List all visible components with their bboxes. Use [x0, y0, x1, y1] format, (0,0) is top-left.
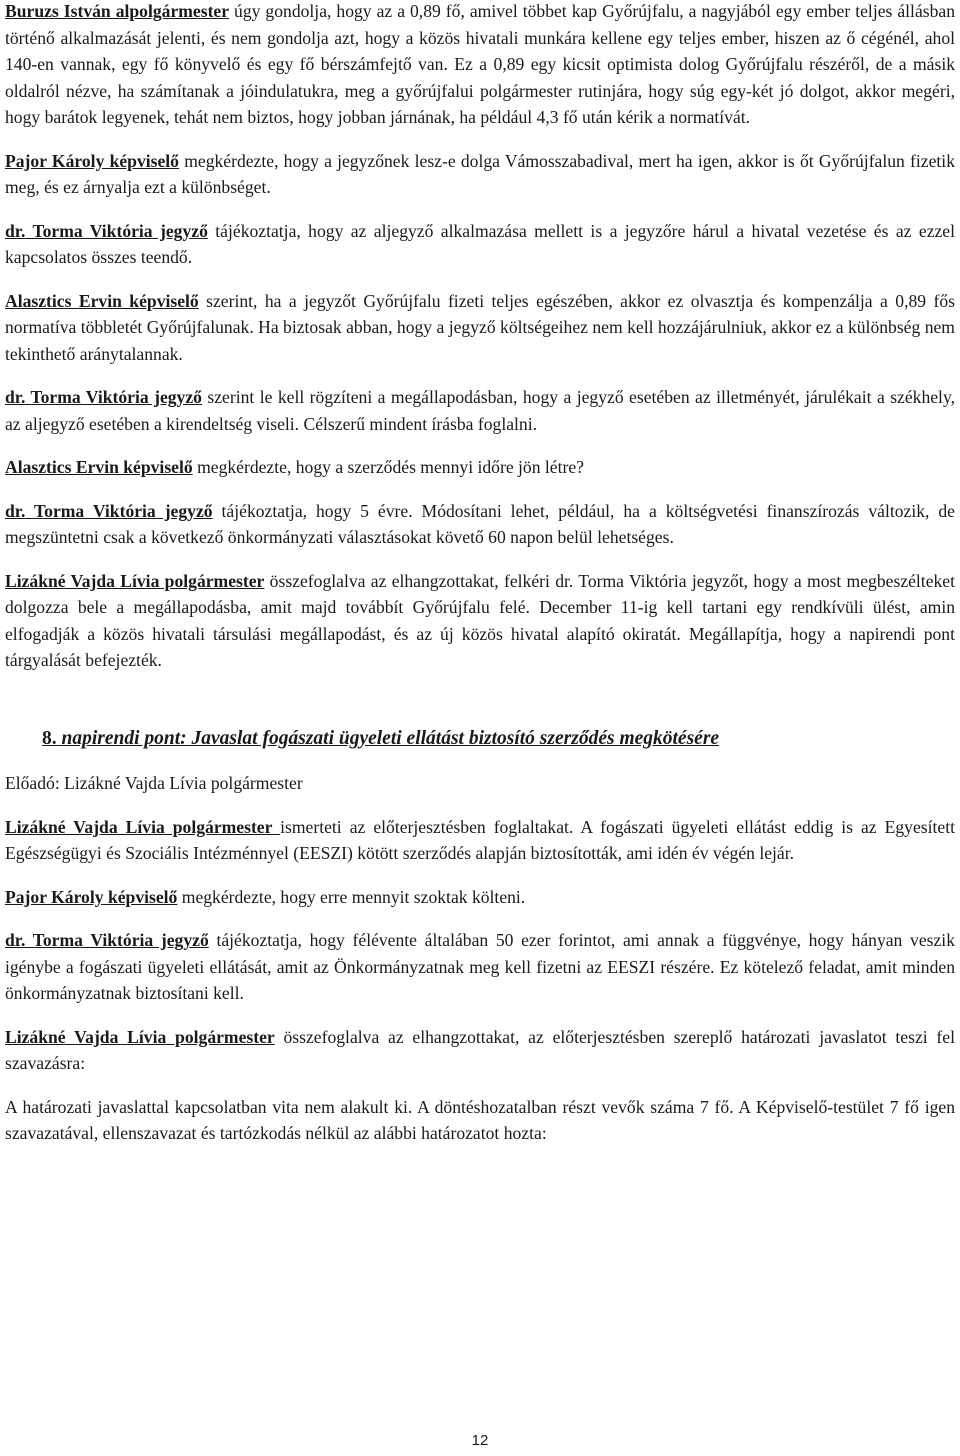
minutes-paragraph: [5, 1024, 955, 1077]
page-number: 12: [471, 1432, 489, 1449]
minutes-paragraph: [5, 498, 955, 551]
minutes-paragraph: [5, 148, 955, 201]
speaker-name: Lizákné Vajda Lívia polgármester: [5, 1026, 275, 1047]
minutes-paragraph: [5, 884, 955, 911]
paragraph-text: összefoglalva az elhangzottakat, az előterjesztésben szereplő határozati javaslatot teszi fel szavazásra:: [5, 1026, 955, 1073]
minutes-paragraph: [5, 927, 955, 1007]
minutes-paragraph: [5, 814, 955, 867]
paragraph-text: szerint, ha a jegyzőt Győrújfalu fizeti teljes egészében, akkor ez olvasztja és kompenzálja a 0,89 fős normatíva többletét Győrújfalunak. Ha biztosak abban, hogy a jegyző költségeihez nem kell hozzájárulniuk, akkor ez a különbség nem tekinthető aránytalannak.: [5, 290, 955, 364]
speaker-name: dr. Torma Viktória jegyző: [5, 500, 213, 521]
paragraph-text: úgy gondolja, hogy az a 0,89 fő, amivel többet kap Győrújfalu, a nagyjából egy ember teljes állásban történő alkalmazását jelenti, és nem gondolja azt, hogy a közös hivatali munkára kellene egy teljes ember, hiszen az ő cégénél, ahol 140-en vannak, egy fő könyvelő és egy fő bérszámfejtő van. Ez a 0,89 egy kicsit optimista dolog Győrújfalu részéről, de a másik oldalról nézve, ha számítanak a jóindulatukra, meg a győrújfalui polgármester rutinjára, hogy súg egy-két jó dolgot, akkor megéri, hogy barátok legyenek, tehát nem biztos, hogy jobban járnának, ha például 4,3 fő után kérik a normatívát.: [5, 1, 955, 127]
speaker-name: dr. Torma Viktória jegyző: [5, 387, 202, 407]
minutes-paragraph: [5, 288, 955, 368]
paragraph-text: tájékoztatja, hogy 5 évre. Módosítani lehet, például, ha a költségvetési finanszírozás változik, de megszüntetni csak a következő önkormányzati választásokat követő 60 napon belül lehetséges.: [5, 500, 955, 547]
paragraph-text: megkérdezte, hogy a szerződés mennyi időre jön létre?: [192, 457, 584, 477]
agenda-presenter: Előadó: Lizákné Vajda Lívia polgármester: [5, 773, 303, 793]
paragraph-text: tájékoztatja, hogy az aljegyző alkalmazása mellett is a jegyzőre hárul a hivatal vezetése és az ezzel kapcsolatos összes teendő.: [5, 220, 956, 267]
paragraph-text: megkérdezte, hogy erre mennyit szoktak költeni.: [177, 886, 526, 907]
minutes-paragraph: [5, 384, 955, 437]
paragraph-text: szerint le kell rögzíteni a megállapodásban, hogy a jegyző esetében az illetményét, járulékait a székhely, az aljegyző esetében a kirendeltség viseli. Célszerű mindent írásba foglalni.: [5, 387, 955, 434]
closing-paragraph: A határozati javaslattal kapcsolatban vita nem alakult ki. A döntéshozatalban részt vevők száma 7 fő. A Képviselő-testület 7 fő igen szavazatával, ellenszavazat és tartózkodás nélkül az alábbi határozatot hozta:: [5, 1096, 955, 1143]
speaker-name: dr. Torma Viktória jegyző: [5, 220, 208, 241]
paragraph-text: tájékoztatja, hogy félévente általában 50 ezer forintot, ami annak a függvénye, hogy hányan veszik igénybe a fogászati ügyeleti ellátását, amit az Önkormányzatnak meg kell fizetni az EESZI részére. Ez kötelező feladat, amit minden önkormányzatnak biztosítani kell.: [5, 930, 955, 1003]
speaker-name: Pajor Károly képviselő: [5, 886, 178, 907]
document-page: [5, 0, 955, 1164]
speaker-name: Lizákné Vajda Lívia polgármester: [5, 816, 281, 837]
speaker-name: Alasztics Ervin képviselő: [5, 290, 199, 311]
speaker-name: Lizákné Vajda Lívia polgármester: [5, 570, 265, 591]
agenda-item-number: 8.: [42, 727, 57, 749]
paragraph-text: összefoglalva az elhangzottakat, felkéri dr. Torma Viktória jegyzőt, hogy a most megbeszélteket dolgozza bele a megállapodásba, amit majd továbbít Győrújfalu felé. December 11-ig kell tartani egy rendkívüli ülést, amin elfogadják a közös hivatali társulási megállapodást, és az új közös hivatal alapító okiratát. Megállapítja, hogy a napirendi pont tárgyalását befejezték.: [5, 570, 956, 670]
speaker-name: Pajor Károly képviselő: [5, 150, 179, 171]
paragraph-text: ismerteti az előterjesztésben foglaltakat. A fogászati ügyeleti ellátást eddig is az Egyesített Egészségügyi és Szociális Intézménnyel (EESZI) kötött szerződés alapján biztosították, ami idén év végén lejár.: [5, 816, 955, 863]
agenda-item-heading: [5, 726, 955, 753]
paragraph-text: megkérdezte, hogy a jegyzőnek lesz-e dolga Vámosszabadival, mert ha igen, akkor is őt Győrújfalun fizetik meg, és ez árnyalja ezt a különbséget.: [5, 150, 955, 197]
speaker-name: Buruzs István alpolgármester: [5, 1, 230, 21]
minutes-paragraph: [5, 454, 955, 481]
speaker-name: Alasztics Ervin képviselő: [5, 457, 193, 477]
minutes-paragraph: [5, 568, 955, 674]
speaker-name: dr. Torma Viktória jegyző: [5, 930, 209, 950]
agenda-item-title: napirendi pont: Javaslat fogászati ügyeleti ellátást biztosító szerződés megkötésére: [56, 727, 720, 749]
minutes-paragraph: [5, 0, 955, 131]
minutes-paragraph: [5, 218, 955, 271]
